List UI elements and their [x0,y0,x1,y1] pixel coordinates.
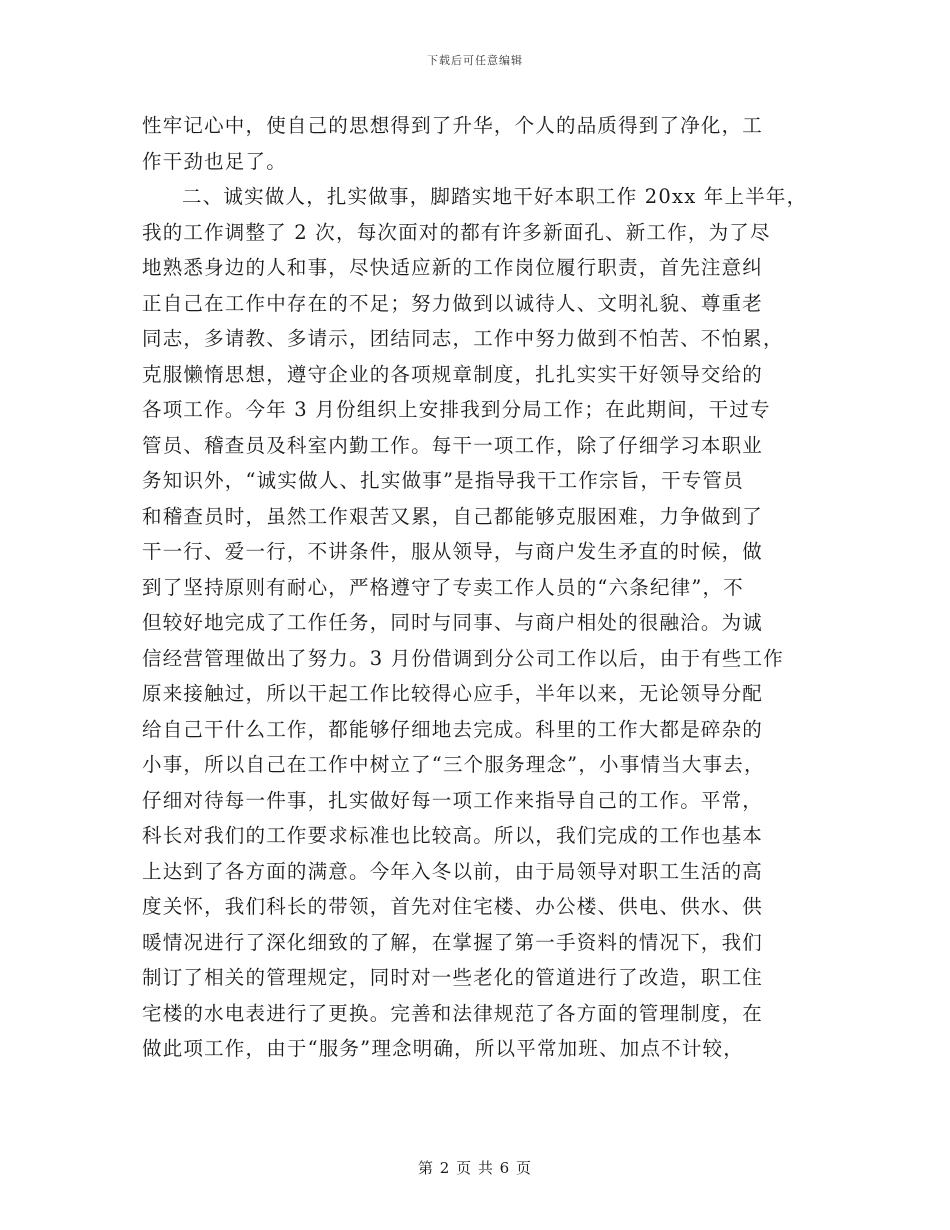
body-line: 信经营管理做出了努力。3 月份借调到分公司工作以后，由于有些工作 [142,646,785,670]
body-line: 宅楼的水电表进行了更换。完善和法律规范了各方面的管理制度，在 [142,1001,764,1025]
body-line: 但较好地完成了工作任务，同时与同事、与商户相处的很融洽。为诚 [142,611,764,634]
body-line: 仔细对待每一件事，扎实做好每一项工作来指导自己的工作。平常， [142,788,764,812]
body-line: 各项工作。今年 3 月份组织上安排我到分局工作；在此期间，干过专 [142,398,771,421]
body-line: 上达到了各方面的满意。今年入冬以前，由于局领导对职工生活的高 [142,859,764,883]
body-line: 暖情况进行了深化细致的了解，在掌握了第一手资料的情况下，我们 [142,930,764,954]
paragraph-start-line: 二、诚实做人，扎实做事，脚踏实地干好本职工作 20xx 年上半年， [182,185,808,208]
page-header: 下载后可任意编辑 [427,54,523,67]
body-line: 科长对我们的工作要求标准也比较高。所以，我们完成的工作也基本 [142,824,764,847]
body-line: 同志，多请教、多请示，团结同志，工作中努力做到不怕苦、不怕累， [142,327,784,350]
page-number: 第 2 页 共 6 页 [418,1159,532,1177]
body-line: 管员、稽查员及科室内勤工作。每干一项工作，除了仔细学习本职业 [142,433,764,457]
body-line: 正自己在工作中存在的不足；努力做到以诚待人、文明礼貌、尊重老 [142,291,764,315]
body-line: 制订了相关的管理规定，同时对一些老化的管道进行了改造，职工住 [142,966,764,989]
body-line: 原来接触过，所以干起工作比较得心应手，半年以来，无论领导分配 [142,682,764,705]
body-line: 做此项工作，由于“服务”理念明确，所以平常加班、加点不计较， [142,1037,744,1060]
body-line: 克服懒惰思想，遵守企业的各项规章制度，扎扎实实干好领导交给的 [142,362,764,386]
body-line: 务知识外，“诚实做人、扎实做事”是指导我干工作宗旨，干专管员 [142,469,744,492]
body-line: 作干劲也足了。 [142,149,287,173]
body-line: 到了坚持原则有耐心，严格遵守了专卖工作人员的“六条纪律”，不 [142,575,744,599]
body-line: 干一行、爱一行，不讲条件，服从领导，与商户发生矛直的时候，做 [142,540,764,563]
document-body [142,108,810,1067]
body-line: 性牢记心中，使自己的思想得到了升华，个人的品质得到了净化，工 [142,114,764,137]
body-line: 地熟悉身边的人和事，尽快适应新的工作岗位履行职责，首先注意纠 [142,256,764,279]
body-line: 度关怀，我们科长的带领，首先对住宅楼、办公楼、供电、供水、供 [142,895,764,918]
body-line: 我的工作调整了 2 次，每次面对的都有许多新面孔、新工作，为了尽 [142,220,771,244]
body-line: 和稽查员时，虽然工作艰苦又累，自己都能够克服困难，力争做到了 [142,504,764,528]
body-line: 给自己干什么工作，都能够仔细地去完成。科里的工作大都是碎杂的 [142,717,764,741]
body-line: 小事，所以自己在工作中树立了“三个服务理念”，小事情当大事去， [142,753,765,776]
